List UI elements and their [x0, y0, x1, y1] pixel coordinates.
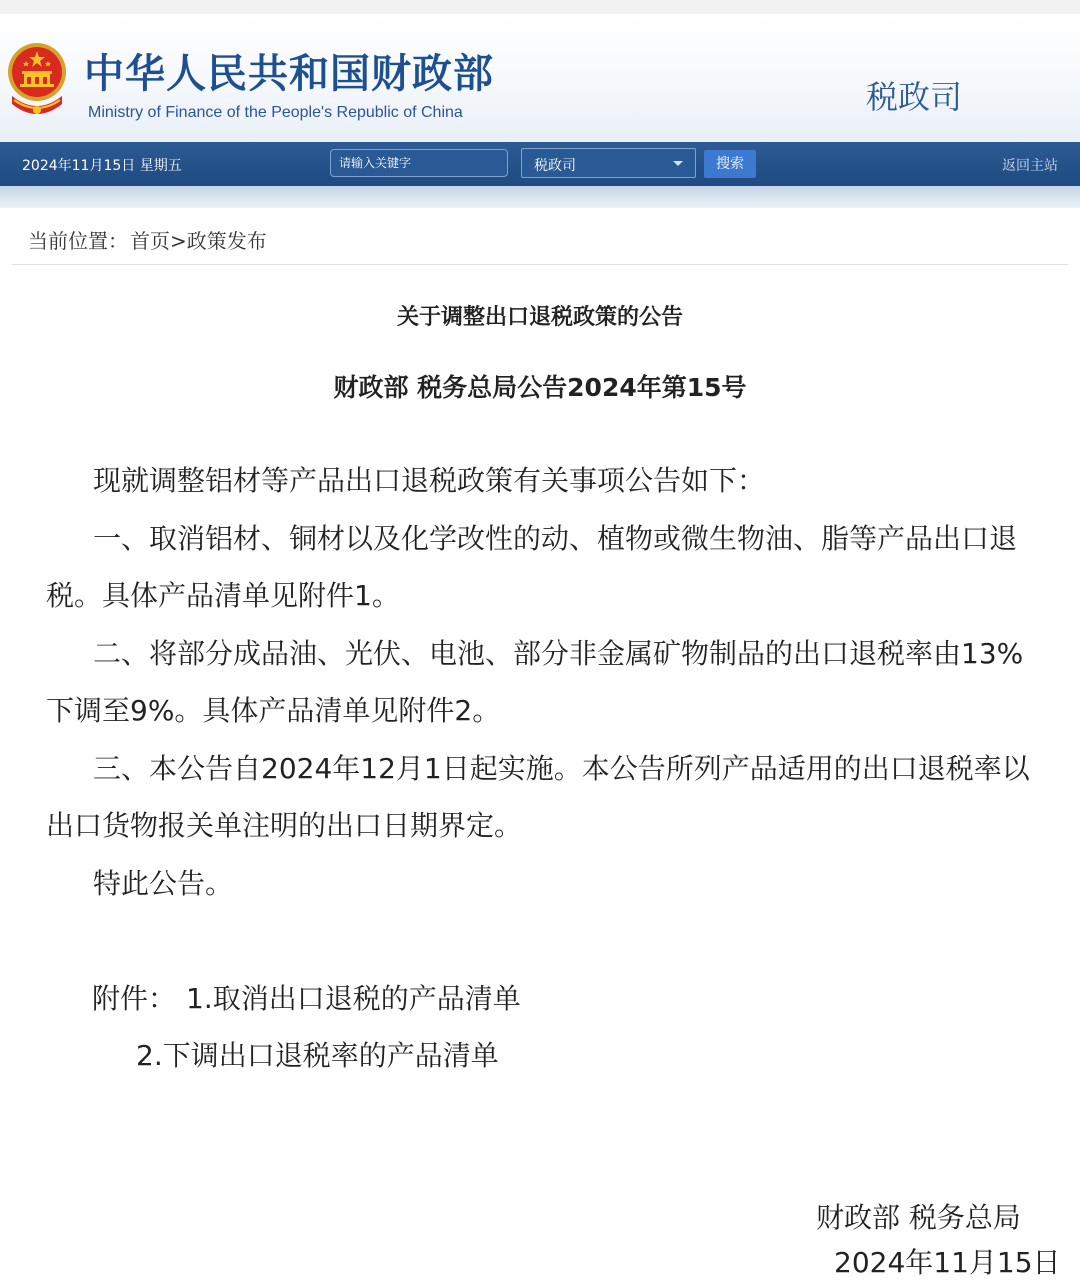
current-date: 2024年11月15日 星期五	[22, 158, 182, 174]
ministry-name-cn: 中华人民共和国财政部	[84, 51, 494, 97]
divider	[12, 264, 1068, 265]
document-number: 财政部 税务总局公告2024年第15号	[333, 373, 747, 402]
breadcrumb-prefix: 当前位置：	[28, 229, 128, 253]
attachment-link-2[interactable]: 2.下调出口退税率的产品清单	[136, 1039, 499, 1072]
search-scope-select[interactable]	[521, 148, 696, 178]
attachments-label: 附件：	[92, 982, 177, 1015]
signature: 财政部 税务总局	[816, 1201, 1021, 1234]
search-button[interactable]: 搜索	[704, 150, 756, 178]
nav-bar	[0, 142, 1080, 186]
paragraph-item-2: 二、将部分成品油、光伏、电池、部分非金属矿物制品的出口退税率由13%下调至9%。具体产品清单见附件2。	[46, 636, 1024, 727]
document-body	[46, 452, 1040, 912]
attachment-link-1[interactable]: 1.取消出口退税的产品清单	[186, 982, 521, 1015]
paragraph-item-1: 一、取消铝材、铜材以及化学改性的动、植物或微生物油、脂等产品出口退税。具体产品清单见附件1。	[46, 521, 1018, 612]
department-name: 税政司	[866, 78, 963, 116]
breadcrumb	[28, 225, 269, 254]
return-home-link[interactable]: 返回主站	[1002, 158, 1058, 174]
top-strip	[0, 0, 1080, 14]
paragraph-closing: 特此公告。	[93, 866, 234, 900]
breadcrumb-section[interactable]: 政策发布	[186, 229, 267, 253]
paragraph-item-3: 三、本公告自2024年12月1日起实施。本公告所列产品适用的出口退税率以出口货物报关单注明的出口日期界定。	[46, 751, 1030, 842]
search-input[interactable]	[330, 149, 508, 177]
chevron-down-icon	[673, 161, 683, 166]
paragraph-intro: 现就调整铝材等产品出口退税政策有关事项公告如下：	[93, 464, 766, 497]
breadcrumb-home[interactable]: 首页	[130, 229, 170, 253]
search-scope-selected: 税政司	[534, 158, 576, 174]
ministry-name-en: Ministry of Finance of the People's Republic of China	[88, 104, 463, 121]
nav-sub-band	[0, 186, 1080, 208]
national-emblem-icon	[4, 38, 70, 128]
document-title: 关于调整出口退税政策的公告	[396, 305, 683, 330]
breadcrumb-separator: >	[170, 229, 187, 253]
document-date: 2024年11月15日	[834, 1246, 1061, 1279]
site-header	[0, 14, 1080, 142]
